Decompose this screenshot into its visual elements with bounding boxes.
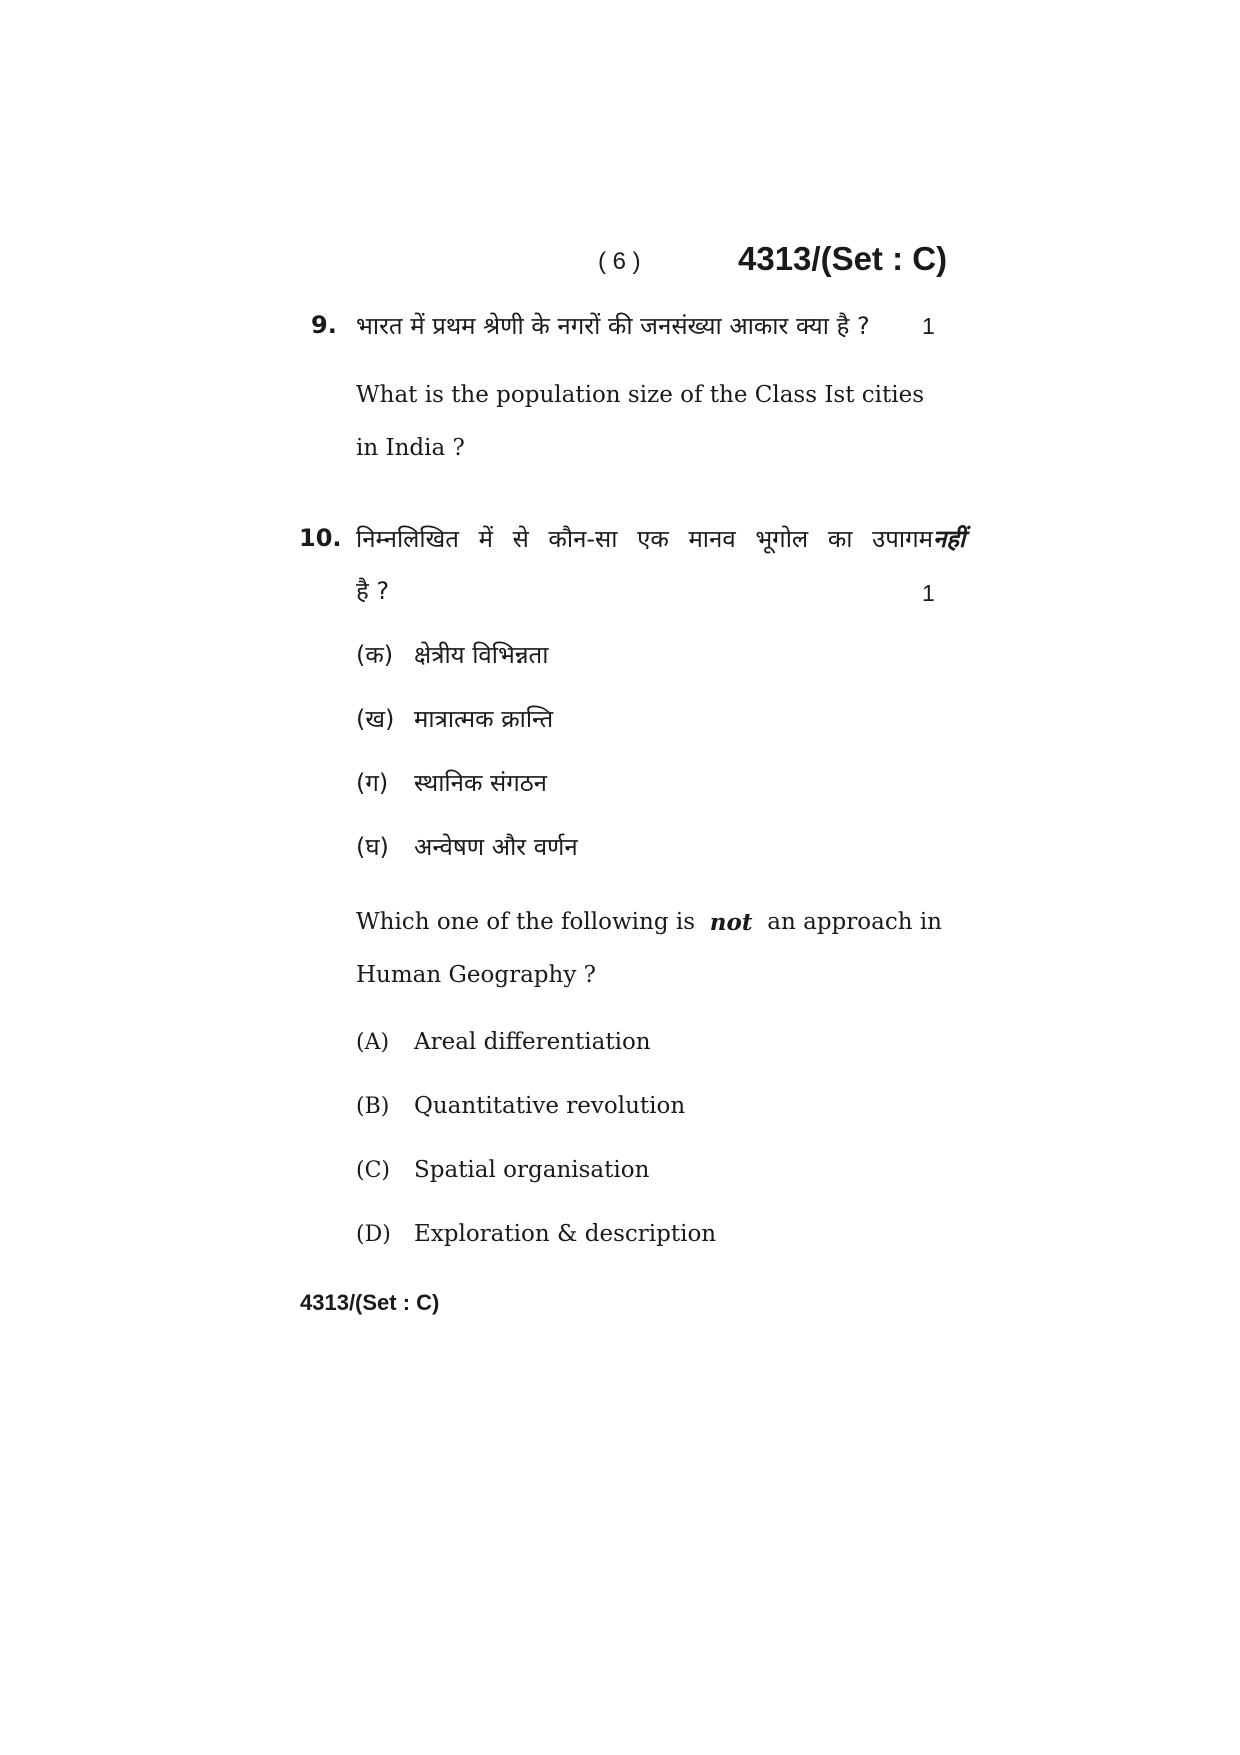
option-label: (ख) <box>356 705 395 733</box>
option-label: (B) <box>356 1094 390 1119</box>
question-text-hindi: निम्नलिखित में से कौन-सा एक मानव भूगोल का उपागम <box>356 525 933 553</box>
question-text-english-line-2: Human Geography ? <box>356 962 596 988</box>
question-text-hindi-line-1 <box>356 522 966 555</box>
option-text: Exploration & description <box>414 1221 717 1247</box>
paper-code-footer: 4313/(Set : C) <box>300 1290 440 1315</box>
question-text-english-line-2: in India ? <box>356 435 465 461</box>
question-text-english-part-b: an approach in <box>767 909 942 935</box>
paper-code-header: 4313/(Set : C) <box>738 240 948 277</box>
question-text-hindi-line-2: है ? <box>356 577 390 605</box>
option-label: (C) <box>356 1158 390 1183</box>
option-text: Spatial organisation <box>414 1157 650 1183</box>
question-text-hindi: भारत में प्रथम श्रेणी के नगरों की जनसंख्या आकार क्या है ? <box>356 312 870 340</box>
question-number: 9. <box>311 311 337 339</box>
option-text: Areal differentiation <box>414 1029 651 1055</box>
option-label: (क) <box>356 641 394 669</box>
option-label: (ग) <box>356 769 389 797</box>
question-text-english-line-1 <box>356 909 942 936</box>
option-label: (D) <box>356 1222 391 1247</box>
option-text: मात्रात्मक क्रान्ति <box>414 705 554 733</box>
emphasis-word: not <box>709 909 753 936</box>
option-text: क्षेत्रीय विभिन्नता <box>414 641 549 669</box>
page-number: ( 6 ) <box>598 248 641 275</box>
question-text-english-part-a: Which one of the following is <box>356 909 696 935</box>
emphasis-word: नहीं <box>932 525 966 553</box>
option-text: स्थानिक संगठन <box>414 769 548 797</box>
marks: 1 <box>922 313 935 339</box>
marks: 1 <box>922 580 935 606</box>
question-text-english-line-1: What is the population size of the Class Ist cities <box>356 382 925 408</box>
option-text: Quantitative revolution <box>414 1093 686 1119</box>
option-label: (घ) <box>356 833 389 861</box>
option-text: अन्वेषण और वर्णन <box>414 833 578 861</box>
question-number: 10. <box>299 524 342 552</box>
option-label: (A) <box>356 1030 390 1055</box>
